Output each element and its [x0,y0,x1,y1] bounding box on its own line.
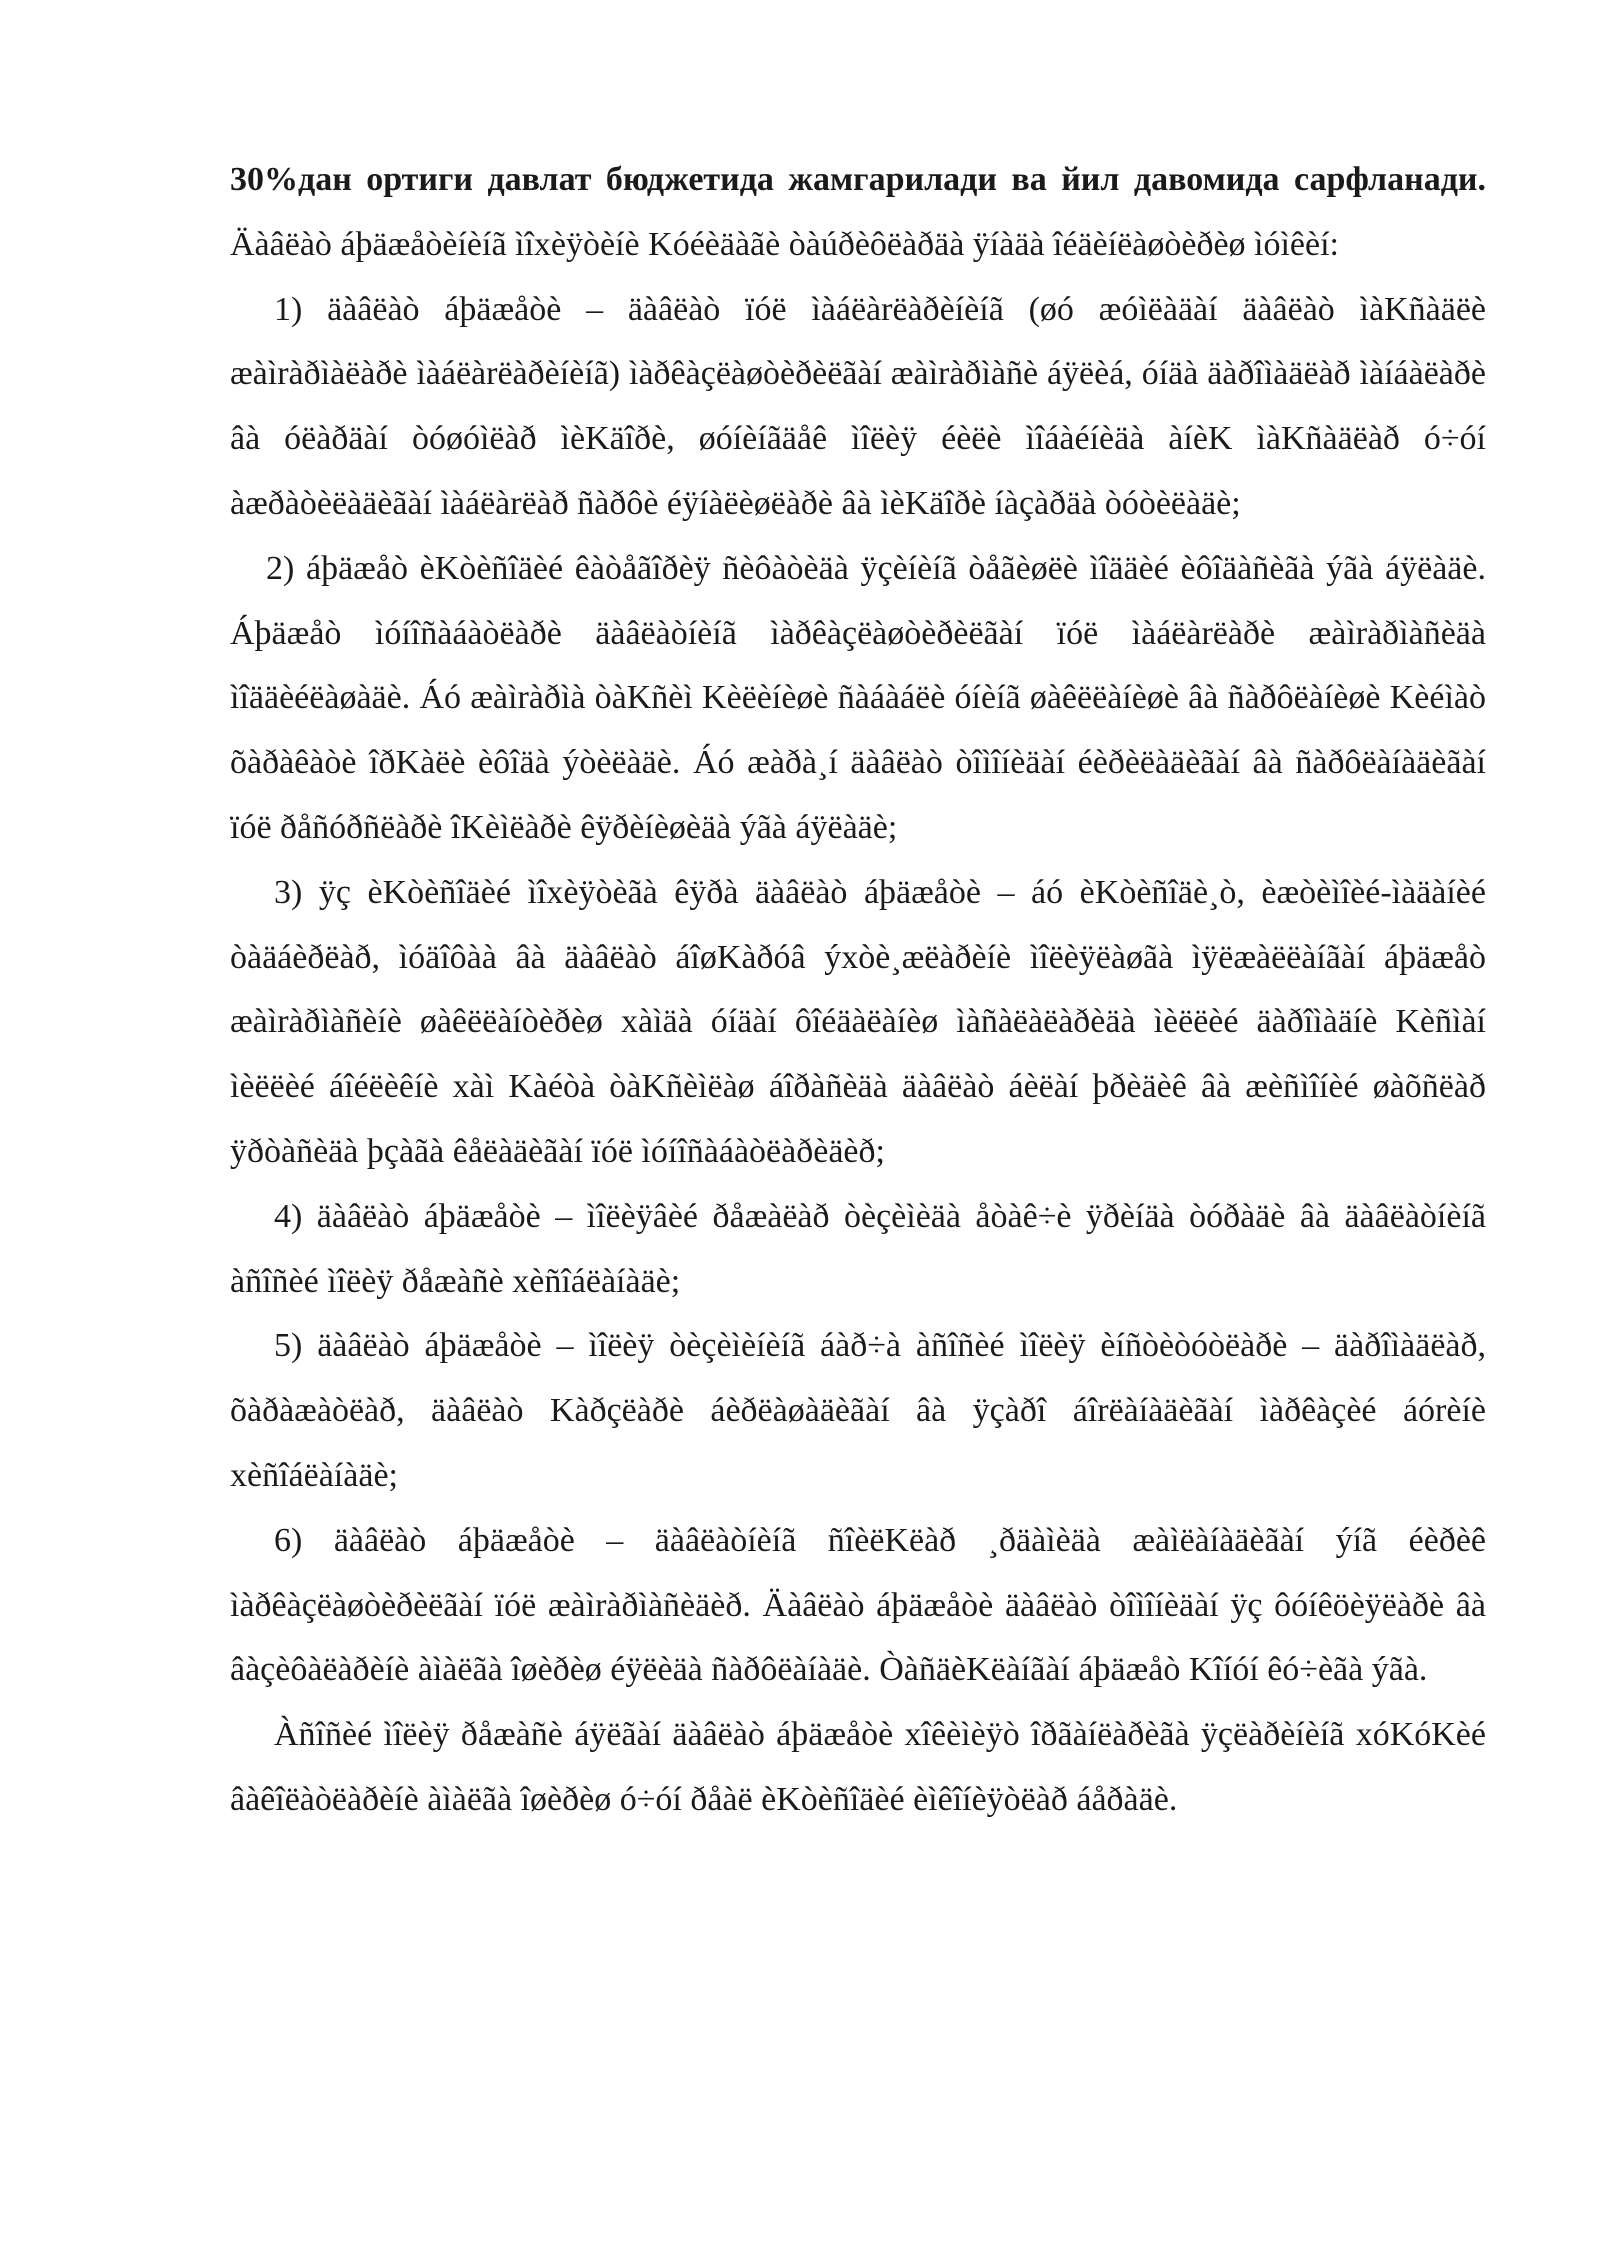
paragraph-conclusion: Àñîñèé ìîëèÿ ðåæàñè áÿëãàí äàâëàò áþäæåòè xîêèìèÿò îðãàíëàðèãà ÿçëàðèíèíã xóKóKèé âàêîëàòëàðèíè àìàëãà îøèðèø ó÷óí ðåàë èKòèñîäèé èìêîíèÿòëàð áåðàäè. [230,1716,1486,1818]
paragraph-item-2: 2) áþäæåò èKòèñîäèé êàòåãîðèÿ ñèôàòèäà ÿçèíèíã òåãèøëè ìîääèé èôîäàñèãà ýãà áÿëàäè. Áþäæåò ìóíîñàáàòëàðè äàâëàòíèíã ìàðêàçëàøòèðèëãàí ïóë ìàáëàrëàðè æàìràðìàñèäà ìîääèéëàøàäè. Áó æàìràðìà òàKñèì Kèëèíèøè ñàáàáëè óíèíã øàêëëàíèøè âà ñàðôëàíèøè Kèéìàò õàðàêàòè îðKàëè èôîäà ýòèëàäè. Áó æàðà¸í äàâëàò òîìîíèäàí éèðèëàäèãàí âà ñàðôëàíàäèãàí ïóë ðåñóðñëàðè îKèìëàðè êÿðèíèøèäà ýãà áÿëàäè; [230,549,1486,846]
paragraph-item-6: 6) äàâëàò áþäæåòè – äàâëàòíèíã ñîèëKëàð ¸ðäàìèäà æàìëàíàäèãàí ýíã éèðèê ìàðêàçëàøòèðèëãàí ïóë æàìràðìàñèäèð. Äàâëàò áþäæåòè äàâëàò òîìîíèäàí ÿç ôóíêöèÿëàðè âà âàçèôàëàðèíè àìàëãà îøèðèø éÿëèäà ñàðôëàíàäè. ÒàñäèKëàíãàí áþäæåò Kîíóí êó÷èãà ýãà. [230,1521,1486,1689]
paragraph-item-3: 3) ÿç èKòèñîäèé ìîxèÿòèãà êÿðà äàâëàò áþäæåòè – áó èKòèñîäè¸ò, èæòèìîèé-ìàäàíèé òàäáèðëàð, ìóäîôàà âà äàâëàò áîøKàðóâ ýxòè¸æëàðèíè ìîëèÿëàøãà ìÿëæàëëàíãàí áþäæåò æàìràðìàñèíè øàêëëàíòèðèø xàìäà óíäàí ôîéäàëàíèø ìàñàëàëàðèäà ìèëëèé äàðîìàäíè Kèñìàí ìèëëèé áîéëèêíè xàì Kàéòà òàKñèìëàø áîðàñèäà äàâëàò áèëàí þðèäèê âà æèñìîíèé øàõñëàð ÿðòàñèäà þçàãà êåëàäèãàí ïóë ìóíîñàáàòëàðèäèð; [230,873,1486,1170]
paragraph-item-5: 5) äàâëàò áþäæåòè – ìîëèÿ òèçèìèíèíã áàð÷à àñîñèé ìîëèÿ èíñòèòóòëàðè – äàðîìàäëàð, õàðàæàòëàð, äàâëàò Kàðçëàðè áèðëàøàäèãàí âà ÿçàðî áîrëàíàäèãàí ìàðêàçèé áórèíè xèñîáëàíàäè; [230,1327,1486,1494]
paragraph-item-1: 1) äàâëàò áþäæåòè – äàâëàò ïóë ìàáëàrëàðèíèíã (øó æóìëàäàí äàâëàò ìàKñàäëè æàìràðìàëàðè ìàáëàrëàðèíèíã) ìàðêàçëàøòèðèëãàí æàìràðìàñè áÿëèá, óíäà äàðîìàäëàð ìàíáàëàðè âà óëàðäàí òóøóìëàð ìèKäîðè, øóíèíãäåê ìîëèÿ éèëè ìîáàéíèäà àíèK ìàKñàäëàð ó÷óí àæðàòèëàäèãàí ìàáëàrëàð ñàðôè éÿíàëèøëàðè âà ìèKäîðè íàçàðäà òóòèëàäè; [230,290,1486,522]
paragraph-intro [230,148,1486,278]
document-page [230,148,1486,1833]
bold-lead-text: 30%дан ортиги давлат бюджетида жамгарилади ва йил давомида сарфланади. [230,161,1486,198]
paragraph-item-4: 4) äàâëàò áþäæåòè – ìîëèÿâèé ðåæàëàð òèçèìèäà åòàê÷è ÿðèíäà òóðàäè âà äàâëàòíèíã àñîñèé ìîëèÿ ðåæàñè xèñîáëàíàäè; [230,1197,1486,1300]
paragraph-text: Äàâëàò áþäæåòèíèíã ìîxèÿòèíè Kóéèäàãè òàúðèôëàðäà ÿíàäà îéäèíëàøòèðèø ìóìêèí: [230,225,1340,263]
